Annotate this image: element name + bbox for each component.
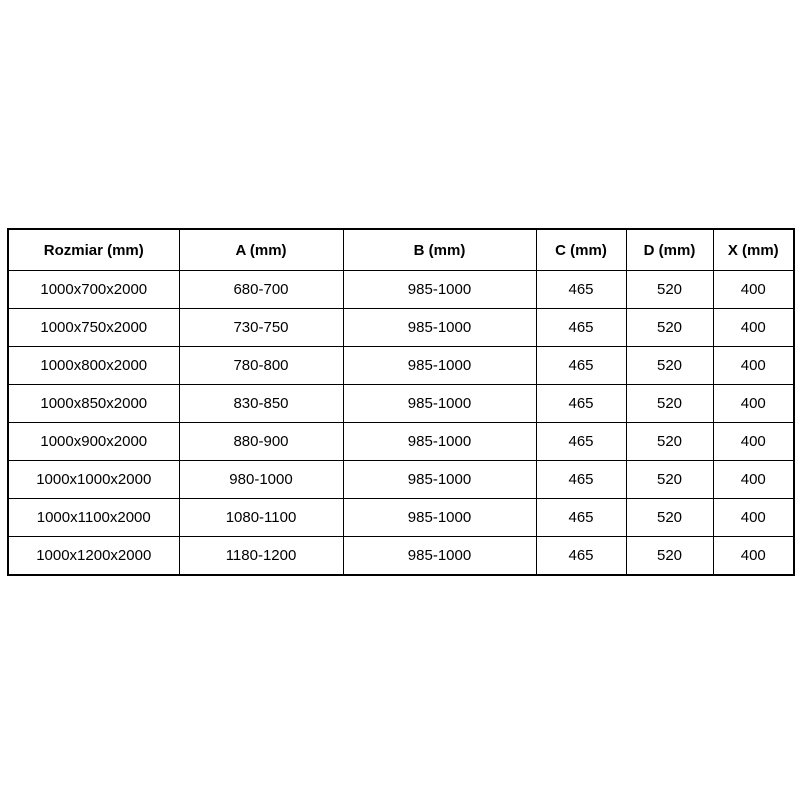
- table-cell-d: 520: [626, 461, 713, 499]
- table-cell-a: 1080-1100: [179, 499, 343, 537]
- table-cell-rozmiar: 1000x1200x2000: [8, 537, 179, 576]
- table-row: [8, 499, 794, 537]
- table-cell-d: 520: [626, 385, 713, 423]
- table-row: [8, 461, 794, 499]
- table-cell-b: 985-1000: [343, 537, 536, 576]
- table-cell-d: 520: [626, 423, 713, 461]
- table-cell-a: 680-700: [179, 271, 343, 309]
- table-cell-b: 985-1000: [343, 423, 536, 461]
- column-header-c: C (mm): [536, 229, 626, 271]
- table-cell-rozmiar: 1000x1100x2000: [8, 499, 179, 537]
- table-cell-rozmiar: 1000x900x2000: [8, 423, 179, 461]
- table-cell-d: 520: [626, 347, 713, 385]
- table-cell-a: 880-900: [179, 423, 343, 461]
- table-cell-c: 465: [536, 499, 626, 537]
- table-cell-d: 520: [626, 499, 713, 537]
- column-header-a: A (mm): [179, 229, 343, 271]
- table-cell-a: 1180-1200: [179, 537, 343, 576]
- table-cell-c: 465: [536, 537, 626, 576]
- table-cell-rozmiar: 1000x750x2000: [8, 309, 179, 347]
- table-cell-c: 465: [536, 271, 626, 309]
- table-cell-x: 400: [713, 271, 794, 309]
- table-cell-x: 400: [713, 309, 794, 347]
- table-cell-rozmiar: 1000x850x2000: [8, 385, 179, 423]
- table-cell-x: 400: [713, 423, 794, 461]
- table-header-row: [8, 229, 794, 271]
- table-cell-rozmiar: 1000x1000x2000: [8, 461, 179, 499]
- table-row: [8, 423, 794, 461]
- column-header-rozmiar: Rozmiar (mm): [8, 229, 179, 271]
- table-row: [8, 385, 794, 423]
- table-cell-c: 465: [536, 385, 626, 423]
- table-cell-a: 730-750: [179, 309, 343, 347]
- column-header-d: D (mm): [626, 229, 713, 271]
- table-cell-b: 985-1000: [343, 499, 536, 537]
- table-cell-x: 400: [713, 499, 794, 537]
- table-cell-c: 465: [536, 423, 626, 461]
- table-cell-c: 465: [536, 347, 626, 385]
- table-cell-rozmiar: 1000x700x2000: [8, 271, 179, 309]
- table-cell-b: 985-1000: [343, 385, 536, 423]
- table-cell-a: 780-800: [179, 347, 343, 385]
- table-cell-c: 465: [536, 309, 626, 347]
- table-row: [8, 347, 794, 385]
- table-cell-x: 400: [713, 385, 794, 423]
- table-cell-rozmiar: 1000x800x2000: [8, 347, 179, 385]
- table-cell-c: 465: [536, 461, 626, 499]
- table-cell-x: 400: [713, 537, 794, 576]
- column-header-x: X (mm): [713, 229, 794, 271]
- table-cell-a: 980-1000: [179, 461, 343, 499]
- table-cell-d: 520: [626, 271, 713, 309]
- table-cell-b: 985-1000: [343, 347, 536, 385]
- table-row: [8, 309, 794, 347]
- table-cell-d: 520: [626, 537, 713, 576]
- table-cell-x: 400: [713, 461, 794, 499]
- table-row: [8, 537, 794, 576]
- table-cell-x: 400: [713, 347, 794, 385]
- column-header-b: B (mm): [343, 229, 536, 271]
- table-cell-b: 985-1000: [343, 461, 536, 499]
- size-table: [7, 228, 795, 576]
- table-cell-d: 520: [626, 309, 713, 347]
- table-cell-b: 985-1000: [343, 309, 536, 347]
- table-row: [8, 271, 794, 309]
- table-cell-a: 830-850: [179, 385, 343, 423]
- table-cell-b: 985-1000: [343, 271, 536, 309]
